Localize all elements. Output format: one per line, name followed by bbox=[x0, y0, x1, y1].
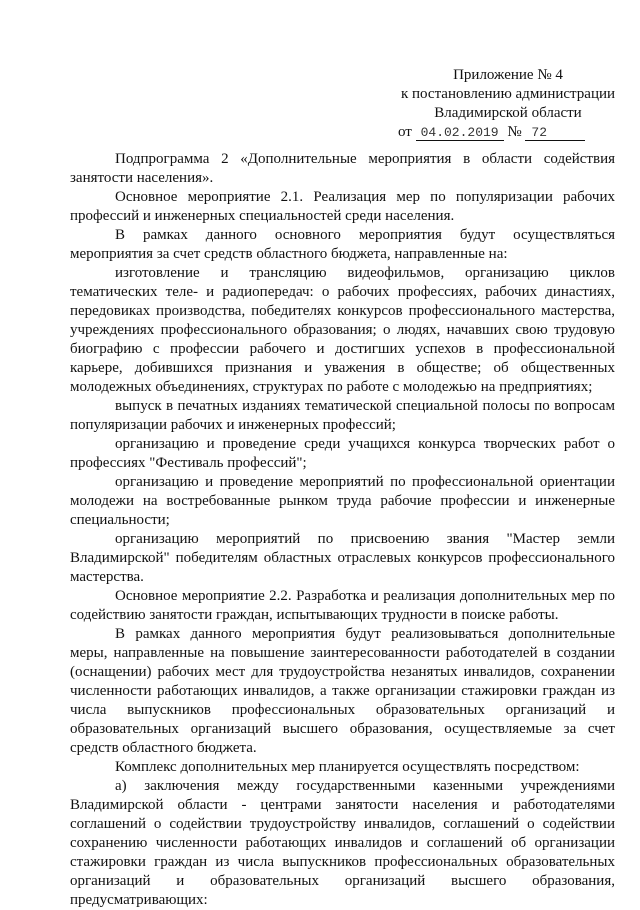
appendix-header bbox=[392, 66, 624, 142]
decree-date-line bbox=[398, 123, 624, 142]
paragraph: В рамках данного основного мероприятия будут осуществляться мероприятия за счет средств областного бюджета, направленные на: bbox=[70, 227, 615, 262]
paragraph: выпуск в печатных изданиях тематической специальной полосы по вопросам популяризации рабочих и инженерных профессий; bbox=[70, 398, 615, 433]
paragraph: Комплекс дополнительных мер планируется осуществлять посредством: bbox=[115, 759, 580, 775]
paragraph: Подпрограмма 2 «Дополнительные мероприятия в области содействия занятости населения». bbox=[70, 151, 615, 186]
paragraph: Основное мероприятие 2.2. Разработка и реализация дополнительных мер по содействию занятости граждан, испытывающих трудности в поиске работы. bbox=[70, 588, 615, 623]
number-prefix: № bbox=[507, 124, 522, 140]
decree-date: 04.02.2019 bbox=[416, 125, 504, 141]
document-body bbox=[70, 150, 615, 910]
paragraph: организацию и проведение среди учащихся конкурса творческих работ о профессиях "Фестиваль профессий"; bbox=[70, 436, 615, 471]
paragraph: а) заключения между государственными казенными учреждениями Владимирской области - центрами занятости населения и работодателями соглашений о содействии трудоустройству инвалидов, соглашений о содействии сохранению численности работающих инвалидов и соглашений об организации стажировки граждан из числа выпускников профессиональных образовательных организаций и образовательных организаций высшего образования, предусматривающих: bbox=[70, 778, 615, 908]
paragraph: Основное мероприятие 2.1. Реализация мер по популяризации рабочих профессий и инженерных специальностей среди населения. bbox=[70, 189, 615, 224]
paragraph: организацию мероприятий по присвоению звания "Мастер земли Владимирской" победителям областных отраслевых конкурсов профессионального мастерства. bbox=[70, 531, 615, 585]
paragraph: изготовление и трансляцию видеофильмов, организацию циклов тематических теле- и радиопередач: о рабочих профессиях, рабочих династиях, передовиках производства, победителях конкурсов профессионального мастерства, учреждениях профессионального образования; о людях, начавших свою трудовую биографию с профессии рабочего и достигших успехов в профессиональной карьере, добившихся признания и уважения в обществе; об общественных молодежных объединениях, структурах по работе с молодежью на предприятиях; bbox=[70, 265, 615, 395]
date-prefix: от bbox=[398, 124, 412, 140]
paragraph: организацию и проведение мероприятий по профессиональной ориентации молодежи на востребованные рынком труда рабочие профессии и инженерные специальности; bbox=[70, 474, 615, 528]
appendix-title: Приложение № 4 bbox=[453, 67, 563, 83]
appendix-region: Владимирской области bbox=[434, 105, 582, 121]
decree-number: 72 bbox=[525, 125, 585, 141]
appendix-reference: к постановлению администрации bbox=[400, 86, 616, 102]
paragraph: В рамках данного мероприятия будут реализовываться дополнительные меры, направленные на повышение заинтересованности работодателей в создании (оснащении) рабочих мест для трудоустройства незанятых инвалидов, сохранении численности работающих инвалидов, а также организации стажировки граждан из числа выпускников профессиональных образовательных организаций и образовательных организаций высшего образования, осуществляемые за счет средств областного бюджета. bbox=[70, 626, 615, 756]
